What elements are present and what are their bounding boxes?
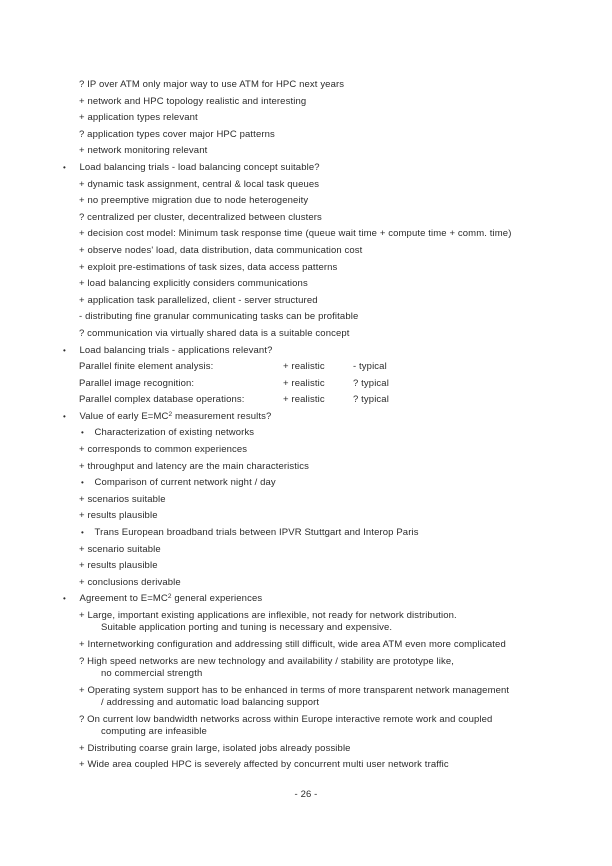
line-text: throughput and latency are the main characteristics — [87, 460, 310, 472]
line-text: observe nodes' load, data distribution, data communication cost — [87, 244, 363, 256]
document-line — [0, 494, 612, 506]
line-marker: + — [79, 493, 85, 505]
line-text: application types relevant — [87, 112, 198, 124]
line-marker: + — [79, 278, 85, 290]
line-marker: + — [79, 294, 85, 306]
line-text: results plausible — [87, 560, 158, 572]
table-col-typical: - typical — [353, 361, 387, 373]
line-marker: ? — [79, 655, 85, 667]
document-line — [0, 685, 612, 710]
document-line — [0, 444, 612, 456]
document-line — [0, 278, 612, 290]
document-line — [0, 527, 612, 539]
document-line — [0, 656, 612, 681]
document-line — [0, 477, 612, 489]
line-text: Load balancing trials - applications relevant? — [79, 344, 273, 356]
document-line — [0, 245, 612, 257]
line-text: On current low bandwidth networks across within Europe interactive remote work and coupled — [87, 713, 493, 725]
document-line — [0, 96, 612, 108]
line-text: load balancing explicitly considers communications — [87, 278, 308, 290]
line-marker: + — [79, 759, 85, 771]
table-row — [0, 378, 612, 390]
document-line — [0, 112, 612, 124]
line-text: IP over ATM only major way to use ATM for HPC next years — [87, 79, 345, 90]
line-marker: + — [79, 560, 85, 572]
line-marker: + — [79, 145, 85, 157]
bullet-icon: • — [63, 162, 66, 172]
line-wrap-text: no commercial strength — [101, 668, 203, 679]
line-text: conclusions derivable — [87, 576, 181, 588]
document-line — [0, 195, 612, 207]
bullet-icon: • — [81, 528, 84, 538]
line-marker: + — [79, 95, 85, 107]
document-line — [0, 311, 612, 323]
document-line — [0, 610, 612, 635]
table-label: Parallel finite element analysis: — [79, 361, 214, 373]
document-line — [0, 544, 612, 556]
bullet-icon: • — [63, 345, 66, 355]
line-text: Load balancing trials - load balancing concept suitable? — [79, 161, 320, 173]
document-line — [0, 295, 612, 307]
line-marker: - — [79, 311, 83, 323]
line-marker: ? — [79, 327, 85, 339]
document-line — [0, 577, 612, 589]
line-marker: + — [79, 244, 85, 256]
line-text: Operating system support has to be enhanced in terms of more transparent network management — [87, 684, 510, 696]
line-marker: + — [79, 742, 85, 754]
table-col-typical: ? typical — [353, 394, 389, 406]
line-marker: ? — [79, 713, 85, 725]
document-line — [0, 427, 612, 439]
line-text: Distributing coarse grain large, isolated jobs already possible — [87, 742, 351, 754]
table-col-realistic: + realistic — [283, 377, 325, 389]
line-marker: + — [79, 576, 85, 588]
line-text: centralized per cluster, decentralized between clusters — [87, 211, 322, 223]
line-text: distributing fine granular communicating tasks can be profitable — [85, 311, 359, 323]
line-marker: + — [79, 639, 85, 650]
document-line — [0, 714, 612, 739]
line-text: exploit pre-estimations of task sizes, data access patterns — [87, 261, 338, 273]
table-col-typical: ? typical — [353, 377, 389, 389]
line-text: High speed networks are new technology and availability / stability are prototype like, — [87, 655, 455, 667]
line-marker: + — [79, 228, 85, 240]
line-text: network and HPC topology realistic and interesting — [87, 95, 307, 107]
line-text: Internetworking configuration and addressing still difficult, wide area ATM even more complicated — [87, 639, 506, 650]
line-text: corresponds to common experiences — [87, 444, 248, 456]
document-line — [0, 162, 612, 174]
table-col-realistic: + realistic — [283, 361, 325, 373]
line-text: Characterization of existing networks — [94, 427, 255, 439]
document-line — [0, 743, 612, 755]
table-row — [0, 394, 612, 406]
document-line — [0, 411, 612, 423]
document-line — [0, 593, 612, 605]
line-marker: + — [79, 460, 85, 472]
superscript: 2 — [167, 593, 172, 601]
bullet-icon: • — [63, 594, 66, 604]
page-number: - 26 - — [294, 789, 318, 800]
bullet-icon: • — [81, 428, 84, 438]
line-text: no preemptive migration due to node heterogeneity — [87, 195, 309, 207]
table-row — [0, 361, 612, 373]
line-wrap-text: Suitable application porting and tuning is necessary and expensive. — [101, 622, 393, 634]
table-label: Parallel image recognition: — [79, 377, 195, 389]
document-line — [0, 212, 612, 224]
line-marker: + — [79, 610, 85, 621]
line-text: communication via virtually shared data is a suitable concept — [87, 327, 350, 339]
line-wrap-text: computing are infeasible — [101, 726, 207, 737]
document-line — [0, 639, 612, 651]
line-text: Trans European broadband trials between IPVR Stuttgart and Interop Paris — [94, 527, 419, 539]
line-marker: + — [79, 178, 85, 190]
document-line — [0, 129, 612, 141]
line-text: Comparison of current network night / day — [94, 477, 276, 489]
document-body — [0, 79, 612, 776]
document-line — [0, 345, 612, 357]
table-col-realistic: + realistic — [283, 394, 325, 406]
bullet-icon: • — [63, 411, 66, 421]
document-line — [0, 228, 612, 240]
document-line — [0, 759, 612, 771]
document-line — [0, 560, 612, 572]
line-marker: + — [79, 195, 85, 207]
line-marker: + — [79, 112, 85, 124]
document-line — [0, 510, 612, 522]
line-marker: ? — [79, 211, 85, 223]
line-text: Value of early $E=MC^2$ measurement results? — [79, 410, 272, 422]
document-line — [0, 461, 612, 473]
line-text: decision cost model: Minimum task response time (queue wait time + compute time + comm. time) — [87, 228, 512, 240]
line-text: results plausible — [87, 510, 158, 522]
document-line — [0, 179, 612, 191]
line-marker: + — [79, 684, 85, 696]
table-label: Parallel complex database operations: — [79, 394, 245, 406]
line-text: application task parallelized, client - server structured — [87, 294, 318, 306]
line-text: scenarios suitable — [87, 493, 166, 505]
document-line — [0, 328, 612, 340]
superscript: 2 — [168, 410, 173, 418]
document-line — [0, 79, 612, 91]
line-text: dynamic task assignment, central & local task queues — [87, 178, 320, 190]
line-text: Agreement to $E=MC^2$ general experiences — [79, 593, 263, 605]
bullet-icon: • — [81, 478, 84, 488]
line-marker: ? — [79, 128, 85, 140]
line-text: application types cover major HPC patterns — [87, 128, 275, 140]
line-wrap-text: / addressing and automatic load balancing support — [101, 697, 320, 708]
document-line — [0, 262, 612, 274]
line-text: Wide area coupled HPC is severely affected by concurrent multi user network traffic — [87, 759, 449, 771]
line-marker: ? — [79, 79, 85, 90]
line-text: network monitoring relevant — [87, 145, 208, 157]
line-marker: + — [79, 543, 85, 555]
line-marker: + — [79, 510, 85, 522]
line-marker: + — [79, 444, 85, 456]
document-line — [0, 145, 612, 157]
line-text: scenario suitable — [87, 543, 161, 555]
line-text: Large, important existing applications are inflexible, not ready for network distribution. — [87, 610, 457, 621]
line-marker: + — [79, 261, 85, 273]
